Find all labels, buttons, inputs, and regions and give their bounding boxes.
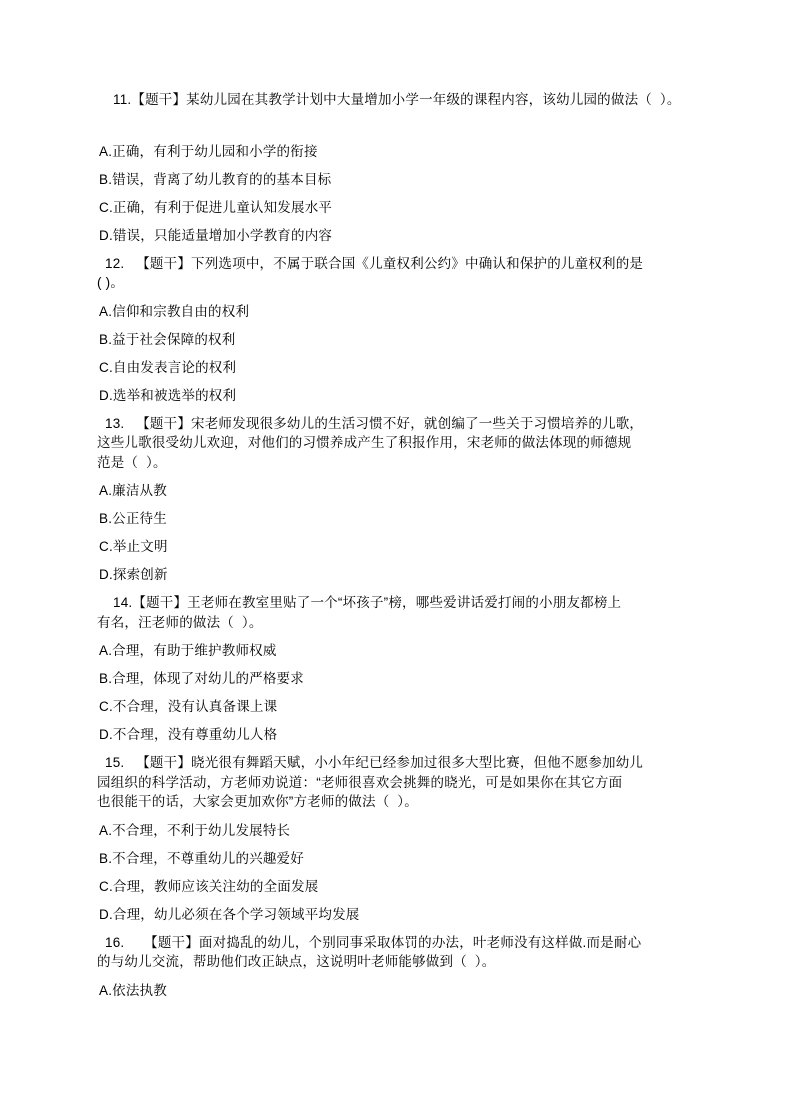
question-11-option-c: C.正确，有利于促进儿童认知发展水平 [99, 199, 333, 215]
question-13 [97, 414, 694, 585]
question-stem-line: 范是（ ）。 [97, 454, 167, 470]
question-15 [97, 753, 694, 924]
question-14-option-a: A.合理，有助于维护教师权威 [99, 643, 277, 658]
question-15-option-a: A.不合理，不利于幼儿发展特长 [99, 822, 291, 838]
question-15-option-c: C.合理，教师应该关注幼的全面发展 [99, 878, 319, 894]
question-stem-line: 的与幼儿交流，帮助他们改正缺点，这说明叶老师能够做到（ ）。 [97, 954, 496, 969]
question-11-stem [97, 90, 694, 110]
question-11-option-b: B.错误，背离了幼儿教育的的基本目标 [99, 171, 332, 187]
question-stem-line: 15. 【题干】晓光很有舞蹈天赋，小小年纪已经参加过很多大型比赛，但他不愿参加幼儿 [105, 755, 644, 770]
question-12-stem [97, 254, 694, 293]
question-stem-line: 也很能干的话，大家会更加欢你”方老师的做法（ ）。 [97, 794, 418, 809]
question-13-option-a: A.廉洁从教 [99, 483, 167, 498]
question-13-option-c: C.举止文明 [99, 539, 168, 554]
question-13-stem [97, 414, 694, 473]
question-16-option-a: A.依法执教 [99, 982, 167, 998]
blank-line [97, 119, 694, 142]
question-15-option-d: D.合理，幼儿必须在各个学习领域平均发展 [99, 906, 360, 922]
question-11-option-d: D.错误，只能适量增加小学教育的内容 [99, 227, 333, 243]
question-12-option-a: A.信仰和宗教自由的权利 [99, 303, 250, 319]
question-14-option-d: D.不合理，没有尊重幼儿人格 [99, 727, 278, 742]
question-stem-line: 园组织的科学活动，方老师劝说道：“老师很喜欢会挑舞的晓光，可是如果你在其它方面 [97, 774, 623, 790]
question-stem-line: 14.【题干】王老师在教室里贴了一个“坏孩子”榜，哪些爱讲话爱打闹的小朋友都榜上 [113, 595, 622, 610]
question-11-option-a: A.正确，有利于幼儿园和小学的衔接 [99, 143, 318, 159]
question-stem-line: ( )。 [97, 275, 125, 290]
question-16-stem [97, 933, 694, 972]
question-stem-line: 13. 【题干】宋老师发现很多幼儿的生活习惯不好，就创编了一些关于习惯培养的儿歌， [105, 415, 644, 431]
question-14-stem [97, 593, 694, 632]
question-stem-line: 11.【题干】某幼儿园在其教学计划中大量增加小学一年级的课程内容，该幼儿园的做法（ ）。 [113, 92, 681, 107]
question-13-option-b: B.公正待生 [99, 511, 167, 526]
question-15-option-b: B.不合理，不尊重幼儿的兴趣爱好 [99, 850, 304, 866]
question-12-option-b: B.益于社会保障的权利 [99, 331, 236, 347]
question-14-option-c: C.不合理，没有认真备课上课 [99, 699, 278, 714]
question-stem-line: 这些儿歌很受幼儿欢迎，对他们的习惯养成产生了积报作用，宋老师的做法体现的师德规 [97, 435, 632, 450]
question-12-option-d: D.选举和被选举的权利 [99, 387, 237, 403]
question-12 [97, 254, 694, 405]
question-11 [97, 90, 694, 245]
question-15-stem [97, 753, 694, 812]
question-13-option-d: D.探索创新 [99, 567, 168, 582]
question-stem-line: 有名，汪老师的做法（ ）。 [97, 614, 263, 630]
question-12-option-c: C.自由发表言论的权利 [99, 359, 237, 375]
question-14 [97, 593, 694, 744]
question-stem-line: 16. 【题干】面对捣乱的幼儿，个别同事采取体罚的办法，叶老师没有这样做.而是耐心 [105, 934, 642, 950]
question-stem-line: 12. 【题干】下列选项中，不属于联合国《儿童权利公约》中确认和保护的儿童权利的是 [105, 255, 644, 271]
question-14-option-b: B.合理，体现了对幼儿的严格要求 [99, 671, 304, 686]
question-16 [97, 933, 694, 1000]
